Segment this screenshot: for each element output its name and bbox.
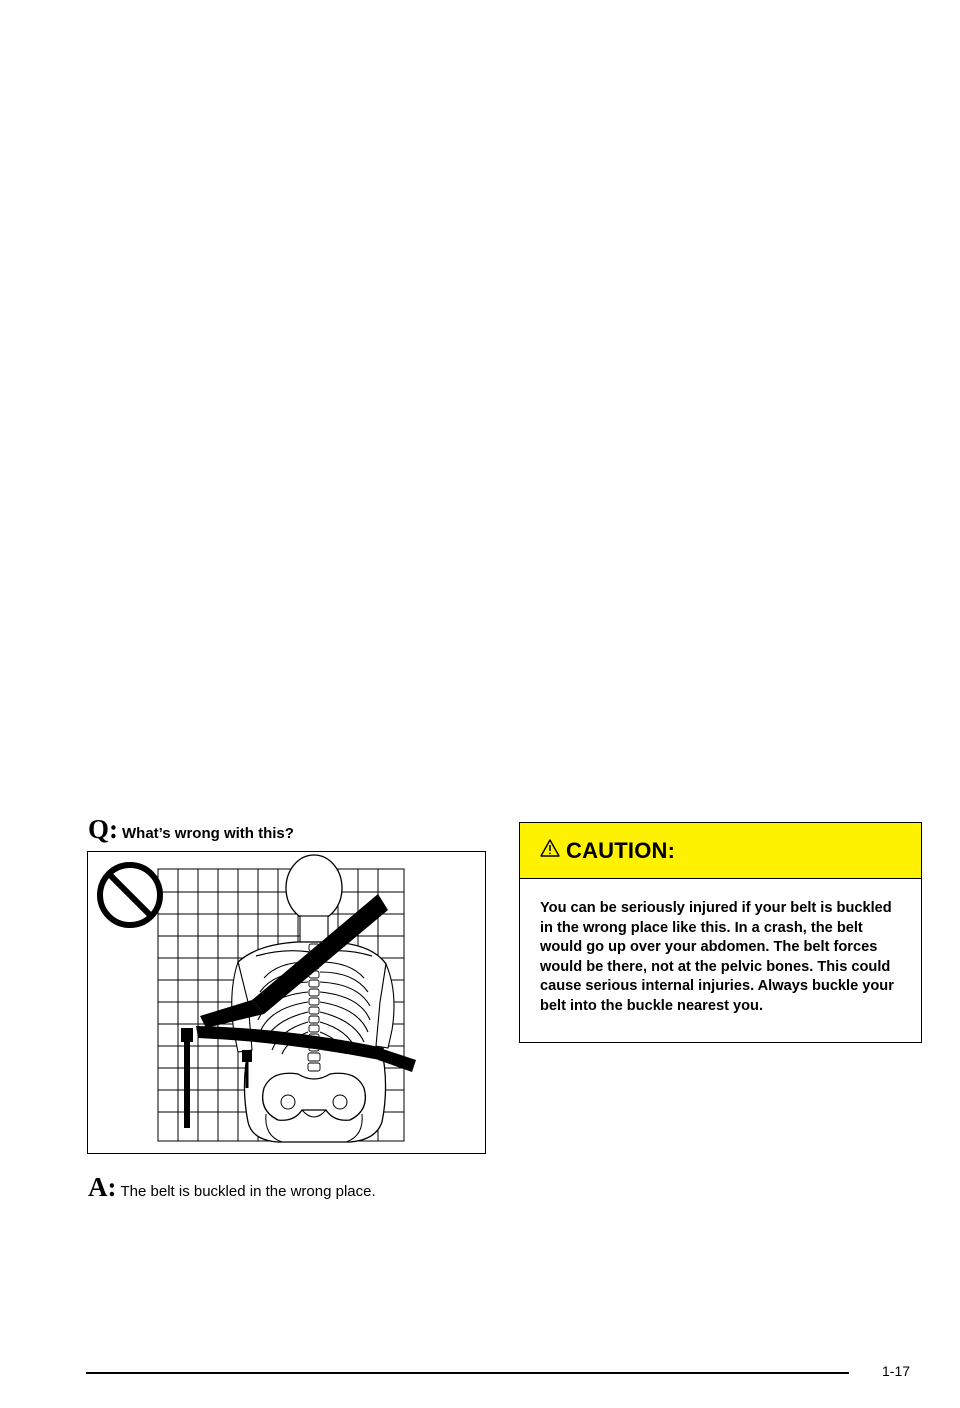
wrong-buckle-illustration <box>87 851 486 1154</box>
caution-title: CAUTION: <box>566 837 676 863</box>
skeleton-seatbelt-drawing <box>88 852 487 1155</box>
page-number: 1-17 <box>882 1363 911 1379</box>
question-text: What’s wrong with this? <box>122 825 294 842</box>
warning-triangle-icon <box>540 839 560 857</box>
answer-text: The belt is buckled in the wrong place. <box>120 1183 376 1200</box>
caution-header <box>520 823 921 879</box>
footer-rule <box>86 1372 849 1374</box>
answer-letter: A: <box>88 1172 117 1202</box>
question <box>88 814 294 844</box>
question-letter: Q: <box>88 814 118 844</box>
answer <box>88 1172 376 1202</box>
caution-box <box>519 822 922 1043</box>
prohibition-icon <box>100 865 160 925</box>
caution-body: You can be seriously injured if your belt is buckled in the wrong place like this. In a crash, the belt would go up over your abdomen. The belt forces would be there, not at the pelvic bones. This could cause serious internal injuries. Always buckle your belt into the buckle nearest you. <box>540 900 894 1014</box>
